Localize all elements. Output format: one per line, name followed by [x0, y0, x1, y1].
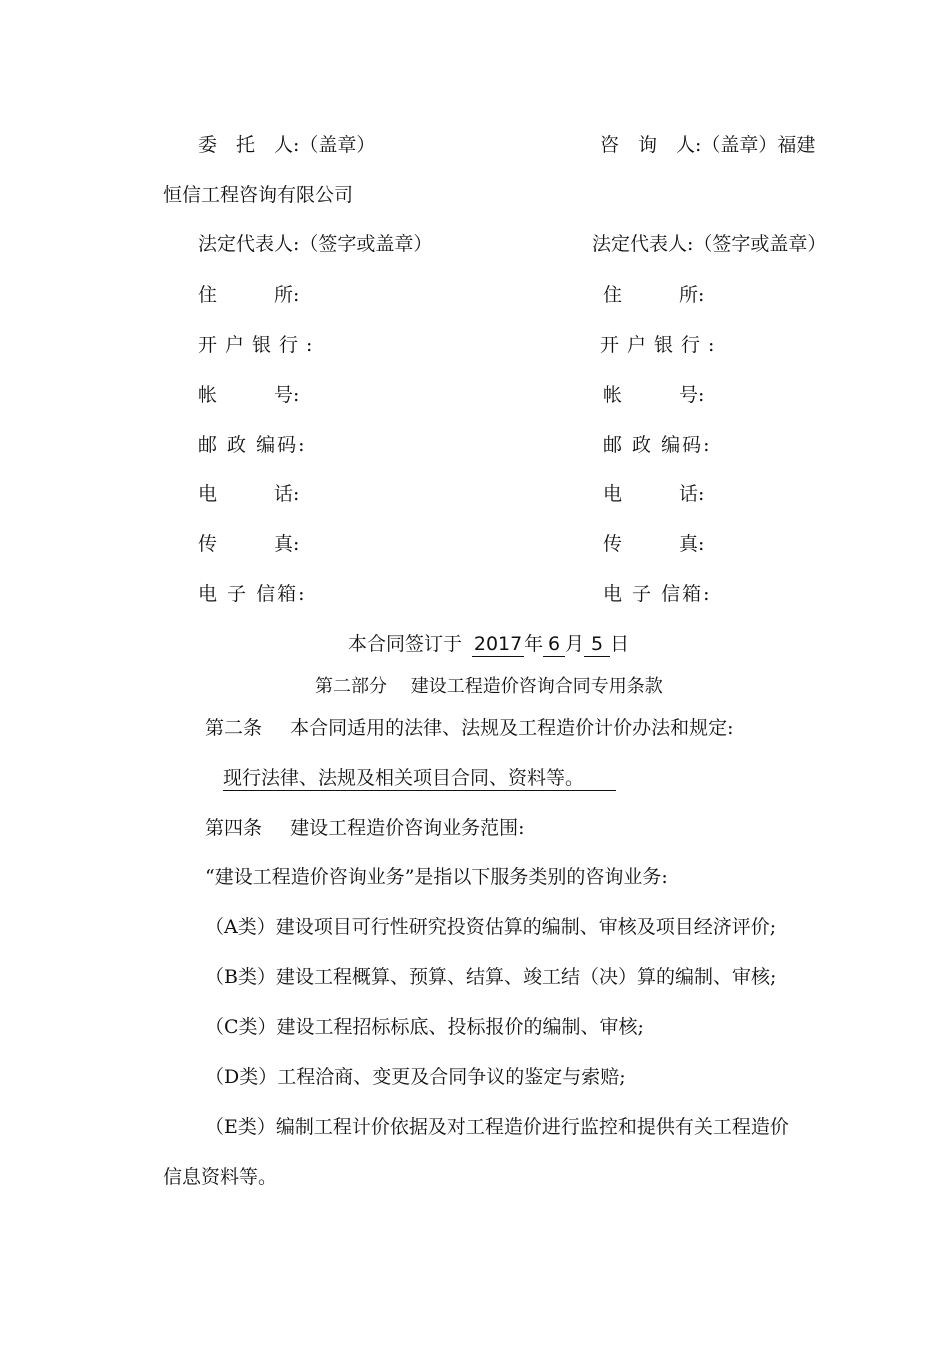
consultant-email-label: 电 子 信箱:: [603, 583, 712, 605]
consultant-name: 恒信工程咨询有限公司: [163, 184, 354, 206]
signing-month-label: 月: [565, 633, 585, 655]
signing-year-label: 年: [524, 633, 544, 655]
signing-day: 5: [584, 632, 610, 657]
article4-line: [205, 816, 524, 840]
signing-year: 2017: [473, 633, 523, 655]
signing-month: 6: [543, 632, 565, 657]
principal-fax-label: 传 真:: [198, 533, 300, 555]
article4-intro: “建设工程造价咨询业务”是指以下服务类别的咨询业务:: [205, 866, 668, 888]
consultant-heading: 咨 询 人:（盖章）福建: [600, 134, 816, 156]
consultant-legal-rep: 法定代表人:（签字或盖章）: [592, 233, 827, 255]
principal-email-label: 电 子 信箱:: [198, 583, 307, 605]
service-item-b: （B类）建设工程概算、预算、结算、竣工结（决）算的编制、审核;: [205, 966, 777, 988]
service-item-a: （A类）建设项目可行性研究投资估算的编制、审核及项目经济评价;: [205, 916, 777, 938]
article4-text: 建设工程造价咨询业务范围:: [290, 817, 525, 839]
consultant-address-label: 住 所:: [603, 284, 705, 306]
signing-date: [348, 632, 629, 657]
consultant-bank-label: 开户银行:: [600, 334, 723, 356]
article2-label: 第二条: [205, 717, 263, 739]
article2-answer-text: 现行法律、法规及相关项目合同、资料等。: [223, 766, 616, 791]
principal-postcode-label: 邮 政 编码:: [198, 434, 307, 456]
part2-title: 第二部分 建设工程造价咨询合同专用条款: [315, 676, 663, 697]
article2-text: 本合同适用的法律、法规及工程造价计价办法和规定:: [290, 717, 734, 739]
article2-line: [205, 716, 733, 740]
signing-date-prefix: 本合同签订于: [348, 633, 463, 655]
signing-day-label: 日: [610, 633, 630, 655]
consultant-phone-label: 电 话:: [603, 483, 705, 505]
service-item-c: （C类）建设工程招标标底、投标报价的编制、审核;: [205, 1016, 644, 1038]
consultant-postcode-label: 邮 政 编码:: [603, 434, 712, 456]
principal-account-label: 帐 号:: [198, 384, 300, 406]
article4-label: 第四条: [205, 817, 263, 839]
consultant-fax-label: 传 真:: [603, 533, 705, 555]
principal-bank-label: 开户银行:: [198, 334, 321, 356]
consultant-account-label: 帐 号:: [603, 384, 705, 406]
service-item-e-cont: 信息资料等。: [163, 1166, 278, 1188]
principal-address-label: 住 所:: [198, 284, 300, 306]
principal-phone-label: 电 话:: [198, 483, 300, 505]
principal-legal-rep: 法定代表人:（签字或盖章）: [198, 233, 433, 255]
service-item-e: （E类）编制工程计价依据及对工程造价进行监控和提供有关工程造价: [205, 1116, 789, 1138]
principal-heading: 委 托 人:（盖章）: [198, 134, 376, 156]
service-item-d: （D类）工程洽商、变更及合同争议的鉴定与索赔;: [205, 1066, 626, 1088]
article2-answer: [223, 766, 616, 791]
